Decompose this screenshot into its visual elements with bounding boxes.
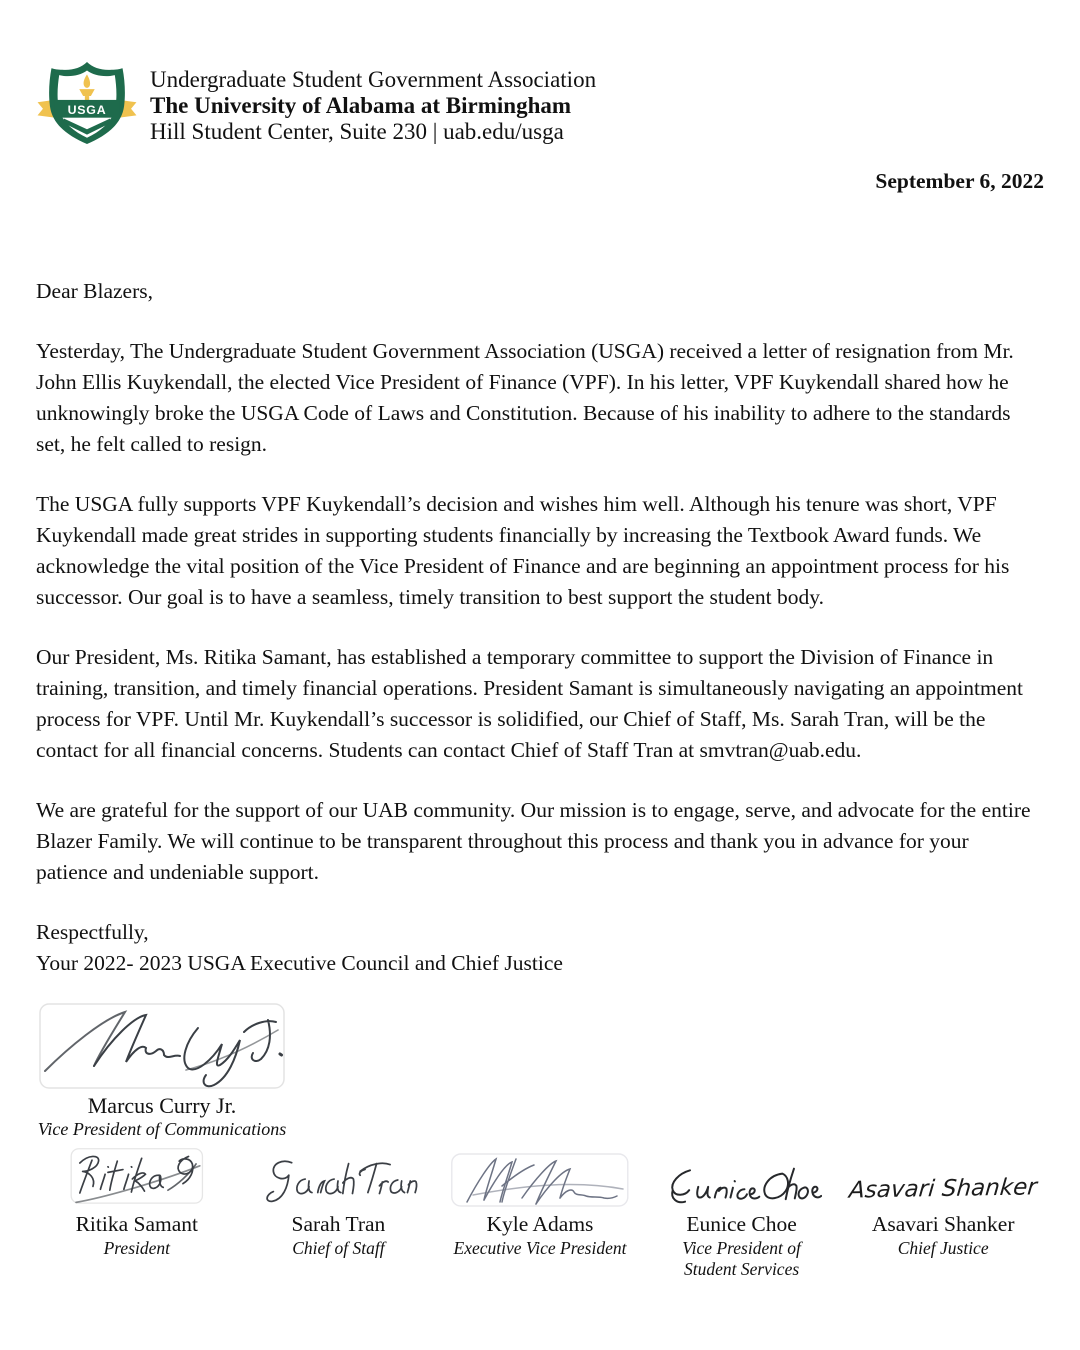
signature-area bbox=[238, 1148, 440, 1208]
usga-shield-logo bbox=[36, 56, 138, 150]
signature-row bbox=[36, 1148, 1044, 1280]
signature-block-ritika-samant bbox=[36, 1148, 238, 1280]
signer-name: Ritika Samant bbox=[75, 1212, 198, 1236]
letterhead bbox=[36, 56, 1044, 150]
signer-title: President bbox=[103, 1238, 170, 1258]
signature-block-marcus-curry bbox=[36, 1003, 288, 1140]
paragraph-gratitude: We are grateful for the support of our UAB community. Our mission is to engage, serve, and advocate for the entire Blazer Family. We will continue to be transparent throughout this process and thank you in advance for your patience and undeniable support. bbox=[36, 798, 1031, 884]
signature-image-sarah-tran bbox=[254, 1154, 422, 1208]
signer-title: Executive Vice President bbox=[453, 1238, 627, 1258]
signature-block-asavari-shanker bbox=[842, 1148, 1044, 1280]
signature-area bbox=[842, 1148, 1044, 1208]
signature-block-kyle-adams bbox=[439, 1148, 641, 1280]
signature-image-eunice-choe bbox=[662, 1164, 822, 1208]
closing-respectfully: Respectfully, bbox=[36, 920, 149, 944]
signer-title: Vice President of Communications bbox=[37, 1119, 287, 1139]
signer-title: Chief Justice bbox=[897, 1238, 989, 1258]
signature-image-asavari-shanker: Asavari Shanker bbox=[848, 1174, 1039, 1204]
signer-title: Vice President of Student Services bbox=[682, 1238, 801, 1279]
paragraph-committee: Our President, Ms. Ritika Samant, has established a temporary committee to support the Division of Finance in training, transition, and timely financial operations. President Samant is simultaneously navigating an appointment process for VPF. Until Mr. Kuykendall’s successor is solidified, our Chief of Staff, Ms. Sarah Tran, will be the contact for all financial concerns. Students can contact Chief of Staff Tran at smvtran@uab.edu. bbox=[36, 645, 1024, 762]
university-name: The University of Alabama at Birmingham bbox=[150, 93, 572, 118]
signature-area bbox=[641, 1148, 843, 1208]
signer-name: Asavari Shanker bbox=[871, 1212, 1015, 1236]
signature-image-ritika-samant bbox=[66, 1148, 208, 1208]
letter-date: September 6, 2022 bbox=[875, 169, 1044, 193]
signature-area bbox=[439, 1148, 641, 1208]
signer-title: Chief of Staff bbox=[292, 1238, 385, 1258]
signature-block-sarah-tran bbox=[238, 1148, 440, 1280]
signer-name: Kyle Adams bbox=[486, 1212, 594, 1236]
closing-council: Your 2022- 2023 USGA Executive Council and Chief Justice bbox=[36, 951, 563, 975]
signature-area bbox=[36, 1148, 238, 1208]
signature-image-kyle-adams bbox=[451, 1150, 629, 1208]
closing-block bbox=[36, 917, 1044, 979]
signer-name: Marcus Curry Jr. bbox=[87, 1093, 237, 1118]
usga-logo-label: USGA bbox=[67, 102, 107, 117]
signer-name: Sarah Tran bbox=[291, 1212, 386, 1236]
org-name: Undergraduate Student Government Association bbox=[150, 67, 597, 92]
letterhead-text bbox=[150, 61, 596, 145]
address-line: Hill Student Center, Suite 230 | uab.edu/usga bbox=[150, 119, 564, 144]
greeting: Dear Blazers, bbox=[36, 279, 153, 303]
signer-name: Eunice Choe bbox=[686, 1212, 797, 1236]
signature-block-eunice-choe bbox=[641, 1148, 843, 1280]
signature-image-marcus-curry bbox=[39, 1003, 285, 1089]
paragraph-support: The USGA fully supports VPF Kuykendall’s decision and wishes him well. Although his tenure was short, VPF Kuykendall made great strides in supporting students financially by increasing the Textbook Award funds. We acknowledge the vital position of the Vice President of Finance and are beginning an appointment process for his successor. Our goal is to have a seamless, timely transition to best support the student body. bbox=[36, 492, 1010, 609]
paragraph-resignation: Yesterday, The Undergraduate Student Government Association (USGA) received a letter of resignation from Mr. John Ellis Kuykendall, the elected Vice President of Finance (VPF). In his letter, VPF Kuykendall shared how he unknowingly broke the USGA Code of Laws and Constitution. Because of his inability to adhere to the standards set, he felt called to resign. bbox=[36, 339, 1014, 456]
